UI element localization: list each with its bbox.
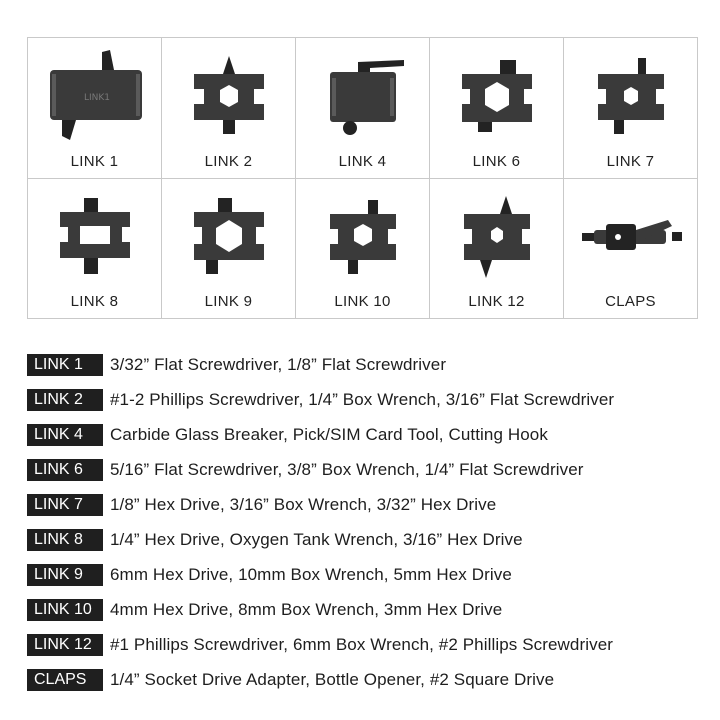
spec-description: #1 Phillips Screwdriver, 6mm Box Wrench, #2 Phillips Screwdriver xyxy=(110,635,614,655)
spec-tag: CLAPS xyxy=(27,669,103,691)
link-12-tool-icon xyxy=(442,184,552,284)
grid-label: LINK 2 xyxy=(204,152,253,170)
grid-label: CLAPS xyxy=(605,293,656,310)
spec-row-link-6 xyxy=(27,452,707,487)
spec-description: 1/4” Socket Drive Adapter, Bottle Opener, #2 Square Drive xyxy=(110,670,555,690)
spec-description: 6mm Hex Drive, 10mm Box Wrench, 5mm Hex Drive xyxy=(110,565,512,585)
grid-label: LINK 9 xyxy=(204,293,253,310)
grid-label: LINK 7 xyxy=(606,152,655,170)
link-2-tool-icon xyxy=(174,44,284,144)
spec-description: #1-2 Phillips Screwdriver, 1/4” Box Wrench, 3/16” Flat Screwdriver xyxy=(110,389,615,409)
spec-description: 3/32” Flat Screwdriver, 1/8” Flat Screwdriver xyxy=(110,354,447,374)
grid-cell-link-7 xyxy=(564,38,698,179)
grid-label: LINK 1 xyxy=(70,152,119,170)
link-6-tool-icon xyxy=(442,44,552,144)
grid-cell-link-12 xyxy=(430,179,564,320)
spec-tag: LINK 2 xyxy=(27,389,103,411)
grid-label: LINK 6 xyxy=(472,152,521,170)
spec-description: 4mm Hex Drive, 8mm Box Wrench, 3mm Hex Drive xyxy=(110,600,503,620)
spec-row-link-8 xyxy=(27,522,707,557)
link-9-tool-icon xyxy=(174,184,284,284)
svg-text:LINK1: LINK1 xyxy=(83,92,110,103)
spec-description: 1/4” Hex Drive, Oxygen Tank Wrench, 3/16” Hex Drive xyxy=(110,530,523,550)
spec-description: Carbide Glass Breaker, Pick/SIM Card Tool, Cutting Hook xyxy=(110,424,548,444)
spec-description: 5/16” Flat Screwdriver, 3/8” Box Wrench, 1/4” Flat Screwdriver xyxy=(110,459,584,479)
spec-row-claps xyxy=(27,663,707,698)
product-grid xyxy=(27,37,698,319)
spec-tag: LINK 1 xyxy=(27,354,103,376)
grid-cell-link-9 xyxy=(162,179,296,320)
spec-tag: LINK 4 xyxy=(27,424,103,446)
spec-row-link-2 xyxy=(27,382,707,417)
grid-label: LINK 10 xyxy=(334,293,391,310)
link-8-tool-icon xyxy=(40,184,150,284)
link-1-tool-icon xyxy=(40,44,150,144)
grid-cell-link-2 xyxy=(162,38,296,179)
claps-tool-icon xyxy=(576,184,686,284)
grid-cell-claps xyxy=(564,179,698,320)
spec-tag: LINK 6 xyxy=(27,459,103,481)
grid-cell-link-6 xyxy=(430,38,564,179)
grid-cell-link-4 xyxy=(296,38,430,179)
spec-row-link-7 xyxy=(27,487,707,522)
spec-row-link-4 xyxy=(27,417,707,452)
spec-tag: LINK 7 xyxy=(27,494,103,516)
spec-tag: LINK 9 xyxy=(27,564,103,586)
spec-description: 1/8” Hex Drive, 3/16” Box Wrench, 3/32” Hex Drive xyxy=(110,494,497,514)
grid-cell-link-10 xyxy=(296,179,430,320)
link-7-tool-icon xyxy=(576,44,686,144)
spec-tag: LINK 12 xyxy=(27,634,103,656)
grid-label: LINK 8 xyxy=(70,293,119,310)
spec-list xyxy=(27,347,707,698)
link-4-tool-icon xyxy=(308,44,418,144)
grid-label: LINK 12 xyxy=(468,293,525,310)
grid-cell-link-1 xyxy=(28,38,162,179)
spec-row-link-12 xyxy=(27,628,707,663)
spec-row-link-1 xyxy=(27,347,707,382)
link-10-tool-icon xyxy=(308,184,418,284)
spec-tag: LINK 10 xyxy=(27,599,103,621)
spec-tag: LINK 8 xyxy=(27,529,103,551)
spec-row-link-9 xyxy=(27,558,707,593)
spec-row-link-10 xyxy=(27,593,707,628)
grid-cell-link-8 xyxy=(28,179,162,320)
grid-label: LINK 4 xyxy=(338,152,387,170)
